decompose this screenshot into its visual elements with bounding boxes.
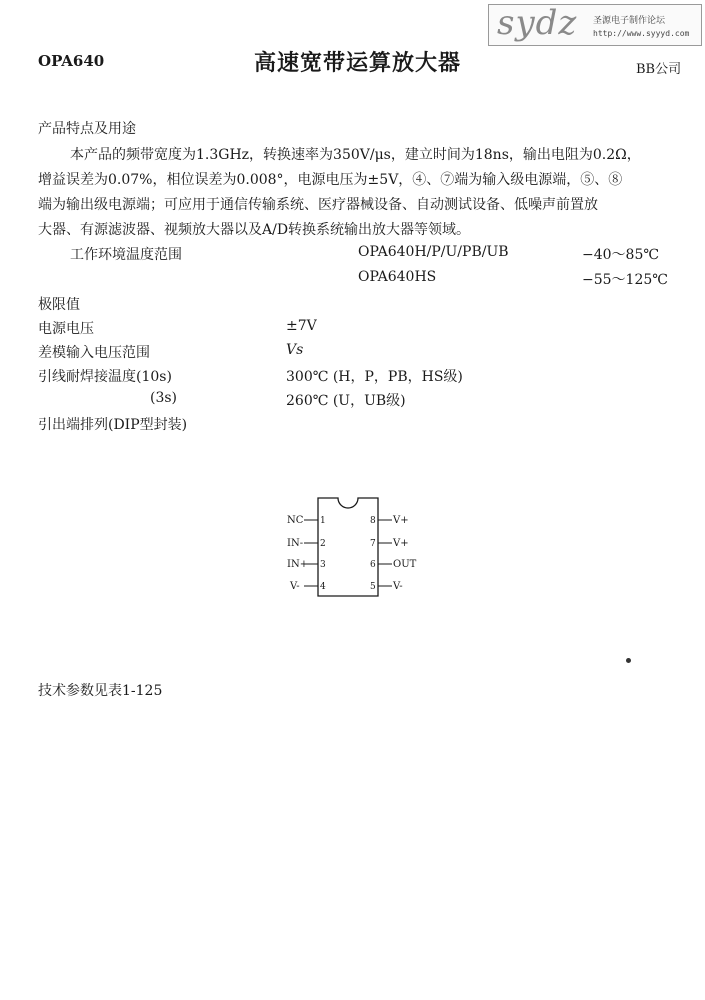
pin-7-label: V+ [393, 538, 409, 549]
features-line-2: 增益误差为0.07%，相位误差为0.008°，电源电压为±5V，④、⑦端为输入级电源端，⑤、⑧ [38, 172, 623, 188]
limit-value-4: 260℃ (U，UB级) [286, 393, 406, 409]
pin-5-number: 5 [370, 582, 376, 592]
pin-4-label: V- [290, 581, 300, 592]
watermark-box [488, 4, 702, 46]
pin-2 [287, 538, 326, 549]
pin-2-number: 2 [320, 539, 326, 549]
reference-note: 技术参数见表1-125 [38, 683, 163, 699]
limit-value-3: 300℃ (H，P，PB，HS级) [286, 369, 463, 385]
part-number: OPA640 [38, 52, 105, 70]
limit-label-3: 引线耐焊接温度(10s) [38, 369, 172, 385]
pin-5-label: V- [393, 581, 403, 592]
temp-model-2: OPA640HS [358, 269, 437, 285]
temp-model-1: OPA640H/P/U/PB/UB [358, 244, 509, 260]
features-line-4: 大器、有源滤波器、视频放大器以及A/D转换系统输出放大器等领域。 [38, 222, 471, 238]
pin-3 [287, 559, 326, 570]
pin-3-number: 3 [320, 560, 326, 570]
pin-2-label: IN- [287, 538, 304, 549]
limits-heading: 极限值 [38, 297, 80, 313]
watermark-site-name: 圣源电子制作论坛 [593, 16, 666, 26]
features-heading: 产品特点及用途 [38, 121, 136, 137]
pin-6-number: 6 [370, 560, 376, 570]
pin-8 [370, 515, 409, 526]
manufacturer: BB公司 [636, 62, 682, 77]
dip-pinout-diagram [280, 494, 430, 604]
pin-1-number: 1 [320, 516, 326, 526]
temp-range-2: −55～125℃ [582, 272, 668, 288]
temp-range-1: −40～85℃ [582, 247, 660, 263]
pinout-heading: 引出端排列(DIP型封装) [38, 417, 188, 433]
pin-6-label: OUT [393, 559, 417, 570]
pin-4 [289, 581, 326, 592]
limit-label-2: 差模输入电压范围 [38, 345, 150, 361]
limit-value-1: ±7V [286, 318, 317, 334]
limit-value-2: Vs [286, 342, 304, 358]
features-line-3: 端为输出级电源端；可应用于通信传输系统、医疗器械设备、自动测试设备、低噪声前置放 [38, 197, 598, 213]
temp-range-label: 工作环境温度范围 [70, 247, 182, 263]
features-line-1: 本产品的频带宽度为1.3GHz，转换速率为350V/μs，建立时间为18ns，输出电阻为0.2Ω， [70, 147, 641, 163]
limit-label-1: 电源电压 [38, 321, 94, 337]
dip-package-outline [318, 498, 378, 596]
pin-6 [370, 559, 417, 570]
page-title: 高速宽带运算放大器 [254, 50, 462, 76]
pin-1 [287, 515, 326, 526]
pin-7 [370, 538, 409, 549]
pin-7-number: 7 [370, 539, 376, 549]
pin-3-label: IN+ [287, 559, 309, 570]
watermark-logo: sydz [497, 3, 578, 43]
pin-1-label: NC [287, 515, 304, 526]
pin-4-number: 4 [320, 582, 326, 592]
watermark-url: http://www.syyyd.com [593, 29, 690, 38]
pin-8-number: 8 [370, 516, 376, 526]
pin-8-label: V+ [393, 515, 409, 526]
limit-label-4: (3s) [150, 390, 178, 406]
pin-5 [370, 581, 403, 592]
scan-speck [626, 658, 631, 663]
